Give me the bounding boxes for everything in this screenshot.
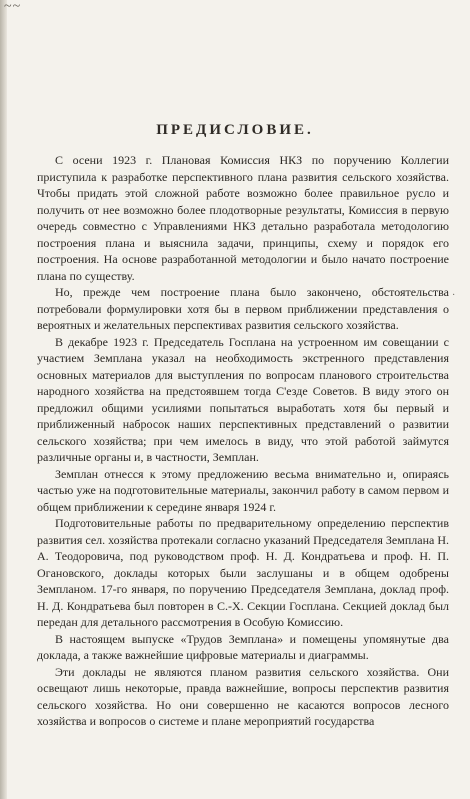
paragraph-6: В настоящем выпуске «Трудов Земплана» и помещены упомянутые два доклада, а также важнейшие цифровые материалы и диаграммы. — [37, 631, 449, 662]
margin-mark: · — [452, 290, 456, 301]
page-title: ПРЕДИСЛОВИЕ. — [156, 122, 314, 138]
paragraph-3: В декабре 1923 г. Председатель Госплана на устроенном им совещании с участием Земплана указал на необходимость экстренного представления основных материалов для выступления по вопросам планового строительства народного хозяйства на предстоявшем тогда С'езде Советов. В виду этого он предложил общими усилиями попытаться выработать хотя бы первый и приближенный набросок наших перспективных представлений о развитии сельского хозяйства; при чем имелось в виду, что этой работой займутся различные органы и, в частности, Земплан. — [37, 334, 449, 464]
paragraph-7: Эти доклады не являются планом развития сельского хозяйства. Они освещают лишь некоторые, правда важнейшие, вопросы перспектив развития сельского хозяйства. Но они совершенно не касаются вопросов лесного хозяйства и вопросов о системе и плане мероприятий государства — [37, 664, 449, 728]
page-folio-mark: ~~ — [4, 0, 22, 14]
page-edge-shadow — [0, 0, 7, 799]
paragraph-1: С осени 1923 г. Плановая Комиссия НКЗ по поручению Коллегии приступила к разработке перспективного плана развития сельского хозяйства. Чтобы придать этой сложной работе возможно более правильное русло и получить от нее возможно более плодотворные результаты, Комиссия в первую очередь совместно с Управлениями НКЗ детально разработала методологию построения плана и выяснила задачи, принципы, схему и порядок его построения. На основе разработанной методологии и было начато построение плана по существу. — [37, 153, 449, 283]
paragraph-4: Земплан отнесся к этому предложению весьма внимательно и, опираясь частью уже на подготовительные материалы, закончил работу в самом первом и общем приближении к середине января 1924 г. — [37, 466, 449, 514]
paragraph-2: Но, прежде чем построение плана было закончено, обстоятельства потребовали формулировки хотя бы в первом приближении представления о вероятных и желательных перспективах развития сельского хозяйства. — [37, 285, 449, 332]
paragraph-5: Подготовительные работы по предварительному определению перспектив развития сел. хозяйства протекали согласно указаний Председателя Земплана Н. А. Теодоровича, под руководством проф. Н. Д. Кондратьева и проф. Н. П. Огановского, доклады которых были заслушаны и в общем одобрены Земпланом. 17-го января, по поручению Председателя Земплана, доклад проф. Н. Д. Кондратьева был повторен в С.-Х. Секции Госплана. Секцией доклад был передан для детального рассмотрения в Особую Комиссию. — [37, 516, 449, 629]
preface-body — [37, 152, 449, 730]
